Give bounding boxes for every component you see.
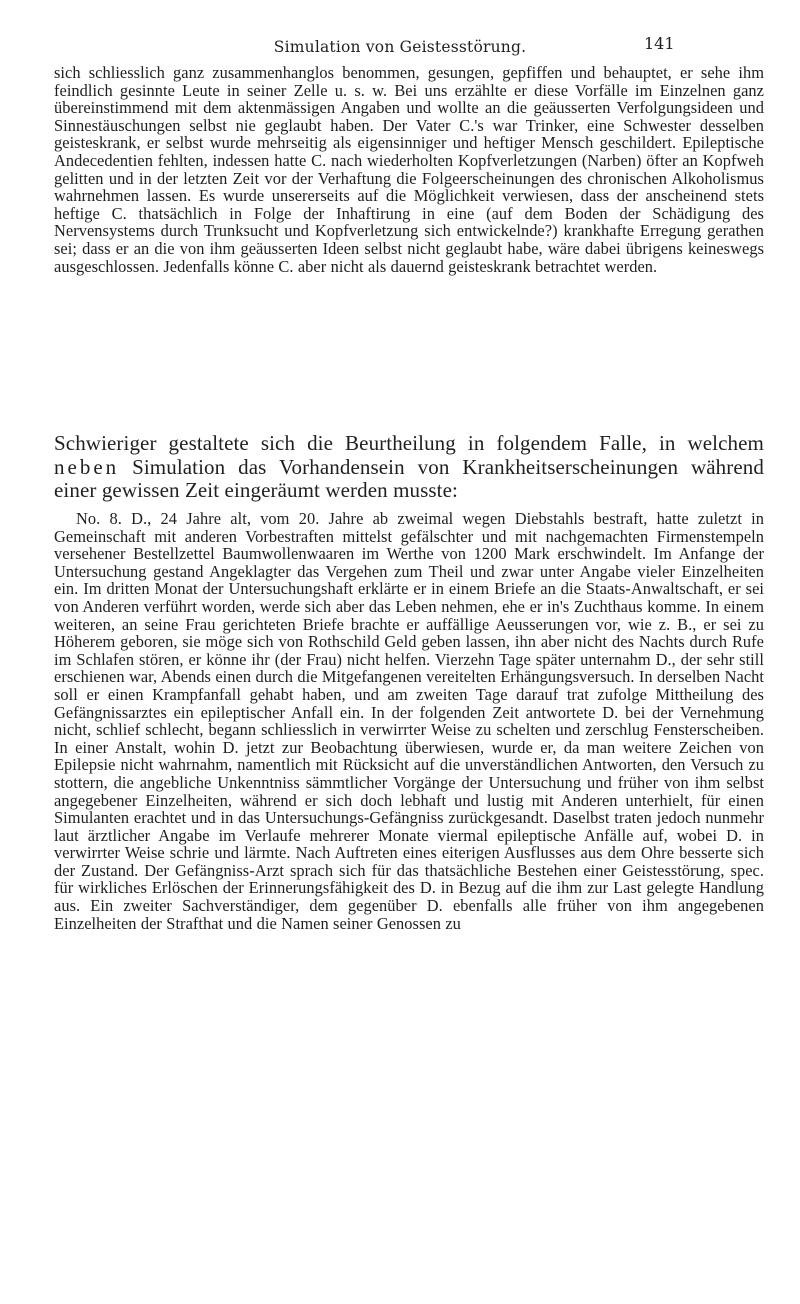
heading-text-prefix: Schwieriger gestaltete sich die Beurtheilung in folgendem Falle, in welchem xyxy=(54,431,764,455)
heading-emphasis: neben xyxy=(54,454,120,479)
paragraph-intro: sich schliesslich ganz zusammenhanglos benommen, gesungen, gepfiffen und behauptet, er sehe ihm feindlich gesinnte Leute in seiner Zelle u. s. w. Bei uns erzählte er diese Vorfälle im Einzelnen ganz übereinstimmend mit dem aktenmässigen Angaben und wollte an die geäusserten Verfolgungsideen und Sinnestäuschungen selbst nie geglaubt haben. Der Vater C.'s war Trinker, eine Schwester desselben geisteskrank, er selbst wurde mehrseitig als eigensinniger und heftiger Mensch geschildert. Epileptische Andecedentien fehlten, indessen hatte C. nach wiederholten Kopfverletzungen (Narben) öfter an Kopfweh gelitten und in der letzten Zeit vor der Verhaftung die Folgeerscheinungen des chronischen Alkoholismus wahrnehmen lassen. Es wurde unsererseits auf die Möglichkeit verwiesen, dass der anscheinend stets heftige C. thatsächlich in Folge der Inhaftirung in eine (auf dem Boden der Schädigung des Nervensystems durch Trunksucht und Kopfverletzung sich entwickelnde?) krankhafte Erregung gerathen sei; dass er an die von ihm geäusserten Ideen selbst nicht geglaubt habe, wäre dabei übrigens keineswegs ausgeschlossen. Jedenfalls könne C. aber nicht als dauernd geisteskrank betrachtet werden. xyxy=(54,63,764,276)
paragraph-case-8 xyxy=(54,510,764,932)
page-number: 141 xyxy=(644,34,675,53)
case-number: No. 8. xyxy=(76,509,122,528)
running-head xyxy=(0,34,800,56)
case-text: D., 24 Jahre alt, vom 20. Jahre ab zweimal wegen Diebstahls bestraft, hatte zuletzt in Gemeinschaft mit anderen Vorbestraften mittelst gefälschter und mit nachgemachten Firmenstempeln versehener Bestellzettel Baumwollenwaaren im Werthe von 1200 Mark erschwindelt. Im Anfange der Untersuchung gestand Angeklagter das Vergehen zum Theil und zwar unter Angabe vieler Einzelheiten ein. Im dritten Monat der Untersuchungshaft erklärte er in einem Briefe an die Staats-Anwaltschaft, er sei von Anderen verführt worden, werde sich aber das Leben nehmen, ehe er in's Zuchthaus komme. In einem weiteren, an seine Frau gerichteten Briefe brachte er auffällige Aeusserungen vor, wie z. B., er sei zu Höherem geboren, sie möge sich von Rothschild Geld geben lassen, ihn aber nicht des Nachts durch Rufe im Schlafen stören, er könne ihr (der Frau) nicht helfen. Vierzehn Tage später unternahm D., der sehr still erschienen war, Abends einen durch die Mitgefangenen vereitelten Erhängungsversuch. In derselben Nacht soll er einen Krampfanfall gehabt haben, und am zweiten Tage darauf trat zufolge Mittheilung des Gefängnissarztes ein epileptischer Anfall ein. In der folgenden Zeit antwortete D. bei der Vernehmung nicht, schlief schlecht, begann schliesslich in verwirrter Weise zu schelten und zerschlug Fensterscheiben. In einer Anstalt, wohin D. jetzt zur Beobachtung überwiesen, wurde er, da man weitere Zeichen von Epilepsie nicht wahrnahm, namentlich mit Rücksicht auf die unverständlichen Antworten, den Versuch zu stottern, die angebliche Unkenntniss sämmtlicher Vorgänge der Untersuchung und früher von ihm selbst angegebener Einzelheiten, während er sich doch lebhaft und lustig mit Anderen unterhielt, für einen Simulanten erachtet und in das Untersuchungs-Gefängniss zurückgesandt. Daselbst traten jedoch nunmehr laut ärztlicher Angabe im Verlaufe mehrerer Monate viermal epileptische Anfälle auf, wobei D. in verwirrter Weise schrie und lärmte. Nach Auftreten eines eiterigen Ausflusses aus dem Ohre besserte sich der Zustand. Der Gefängniss-Arzt sprach sich für das thatsächliche Bestehen einer Geistesstörung, spec. für wirkliches Erlöschen der Erinnerungsfähigkeit des D. in Bezug auf die ihm zur Last gelegte Handlung aus. Ein zweiter Sachverständiger, dem gegenüber D. ebenfalls alle früher von ihm angegebenen Einzelheiten der Strafthat und die Namen seiner Genossen zu xyxy=(54,509,764,933)
running-title: Simulation von Geistesstörung. xyxy=(273,38,527,56)
section-heading xyxy=(54,432,764,503)
heading-text-suffix: Simulation das Vorhandensein von Krankheitserscheinungen während einer gewissen Zeit eingeräumt werden musste: xyxy=(54,454,764,502)
